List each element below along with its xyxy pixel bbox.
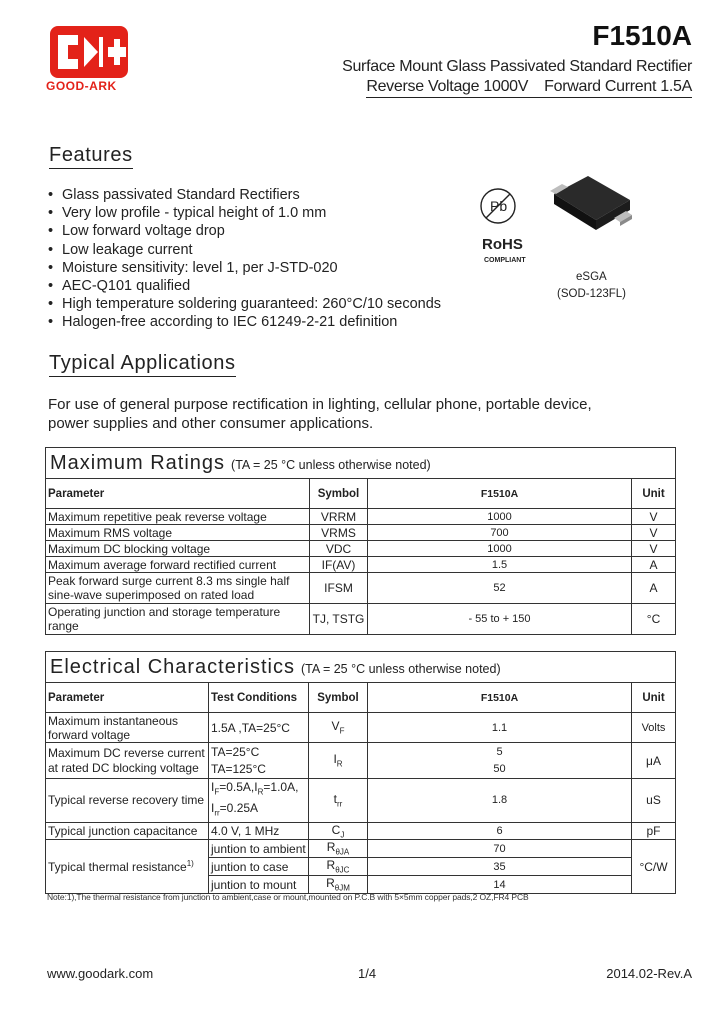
- list-item: • Moisture sensitivity: level 1, per J-STD-020: [48, 259, 338, 276]
- svg-text:Pb: Pb: [490, 198, 508, 214]
- good-ark-logo: [46, 20, 132, 86]
- applications-line: power supplies and other consumer applications.: [48, 415, 374, 432]
- thermal-note: Note:1),The thermal resistance from junction to ambient,case or mount,mounted on P.C.B with 5×5mm copper pads,2 OZ,FR4 PCB: [47, 892, 529, 902]
- list-item: • Halogen-free according to IEC 61249-2-21 definition: [48, 314, 398, 331]
- max-ratings-table: [45, 478, 676, 635]
- table-row: Maximum repetitive peak reverse voltage VRRM 1000 V: [46, 509, 676, 525]
- column-header: Parameter: [46, 683, 209, 713]
- list-item: • Low forward voltage drop: [48, 223, 225, 240]
- table-row: Typical thermal resistance$^{1)}$ juntion to ambient $R_{\theta JA}$ 70 °C/W: [46, 840, 676, 858]
- table-row: Operating junction and storage temperature range TJ, TSTG - 55 to + 150 °C: [46, 604, 676, 635]
- list-item: • Low leakage current: [48, 241, 193, 258]
- electrical-condition: (TA = 25 °C unless otherwise noted): [300, 662, 501, 676]
- applications-heading: Typical Applications: [49, 352, 236, 377]
- column-header: Parameter: [46, 479, 310, 509]
- reverse-voltage: Reverse Voltage 1000V: [366, 78, 529, 95]
- table-row: juntion to mount $R_{\theta JM}$ 14: [46, 876, 676, 894]
- table-row: Maximum DC reverse current at rated DC blocking voltage TA=25°C TA=125°C $I_R$ 5 50 μA: [46, 743, 676, 779]
- table-row: Peak forward surge current 8.3 ms single half sine-wave superimposed on rated load IFSM 52 A: [46, 573, 676, 604]
- applications-text: [48, 395, 592, 433]
- max-ratings-heading: Maximum Ratings: [50, 452, 226, 474]
- table-row: Maximum instantaneous forward voltage 1.5A ,TA=25°C $V_F$ 1.1 Volts: [46, 713, 676, 743]
- electrical-title-bar: [45, 651, 676, 683]
- column-header: F1510A: [368, 479, 632, 509]
- list-item: • High temperature soldering guaranteed: 260°C/10 seconds: [48, 296, 442, 313]
- column-header: Symbol: [310, 479, 368, 509]
- column-header: Test Conditions: [209, 683, 309, 713]
- column-header: Unit: [632, 479, 676, 509]
- column-header: Symbol: [309, 683, 368, 713]
- rohs-compliant-label: COMPLIANT: [484, 257, 526, 264]
- package-image: [548, 170, 638, 242]
- table-row: Maximum RMS voltage VRMS 700 V: [46, 525, 676, 541]
- package-code: (SOD-123FL): [557, 288, 627, 300]
- list-item: • Very low profile - typical height of 1.0 mm: [48, 205, 327, 222]
- table-row: Maximum average forward rectified current IF(AV) 1.5 A: [46, 557, 676, 573]
- table-row: juntion to case $R_{\theta JC}$ 35: [46, 858, 676, 876]
- product-subtitle: Surface Mount Glass Passivated Standard Rectifier: [342, 58, 692, 75]
- forward-current: Forward Current 1.5A: [544, 78, 692, 95]
- column-header: Unit: [632, 683, 676, 713]
- table-row: Typical reverse recovery time $I_F=0.5A,I_R=1.0A$, $I_{rr}=0.25A$ $t_{rr}$ 1.8 uS: [46, 779, 676, 823]
- table-row: Typical junction capacitance 4.0 V, 1 MHz $C_J$ 6 pF: [46, 822, 676, 839]
- pb-free-icon: [476, 180, 526, 232]
- electrical-heading: Electrical Characteristics: [50, 656, 295, 678]
- features-heading: Features: [49, 144, 133, 169]
- max-ratings-title-bar: [45, 447, 676, 479]
- table-header-row: [46, 479, 676, 509]
- table-row: Maximum DC blocking voltage VDC 1000 V: [46, 541, 676, 557]
- list-item: • AEC-Q101 qualified: [48, 277, 191, 294]
- list-item: • Glass passivated Standard Rectifiers: [48, 187, 300, 203]
- footer-page-number: 1/4: [358, 966, 377, 981]
- applications-line: For use of general purpose rectification in lighting, cellular phone, portable device,: [48, 396, 592, 413]
- product-ratings-line: [366, 78, 692, 98]
- footer-website: www.goodark.com: [47, 966, 154, 981]
- part-number: F1510A: [592, 20, 692, 51]
- max-ratings-condition: (TA = 25 °C unless otherwise noted): [231, 458, 431, 472]
- features-list: [48, 186, 441, 332]
- footer-revision: 2014.02-Rev.A: [606, 966, 692, 981]
- table-header-row: [46, 683, 676, 713]
- column-header: F1510A: [368, 683, 632, 713]
- brand-name: GOOD-ARK: [46, 79, 117, 93]
- electrical-table: [45, 682, 676, 894]
- package-name: eSGA: [576, 271, 607, 283]
- rohs-label: RoHS: [482, 236, 523, 253]
